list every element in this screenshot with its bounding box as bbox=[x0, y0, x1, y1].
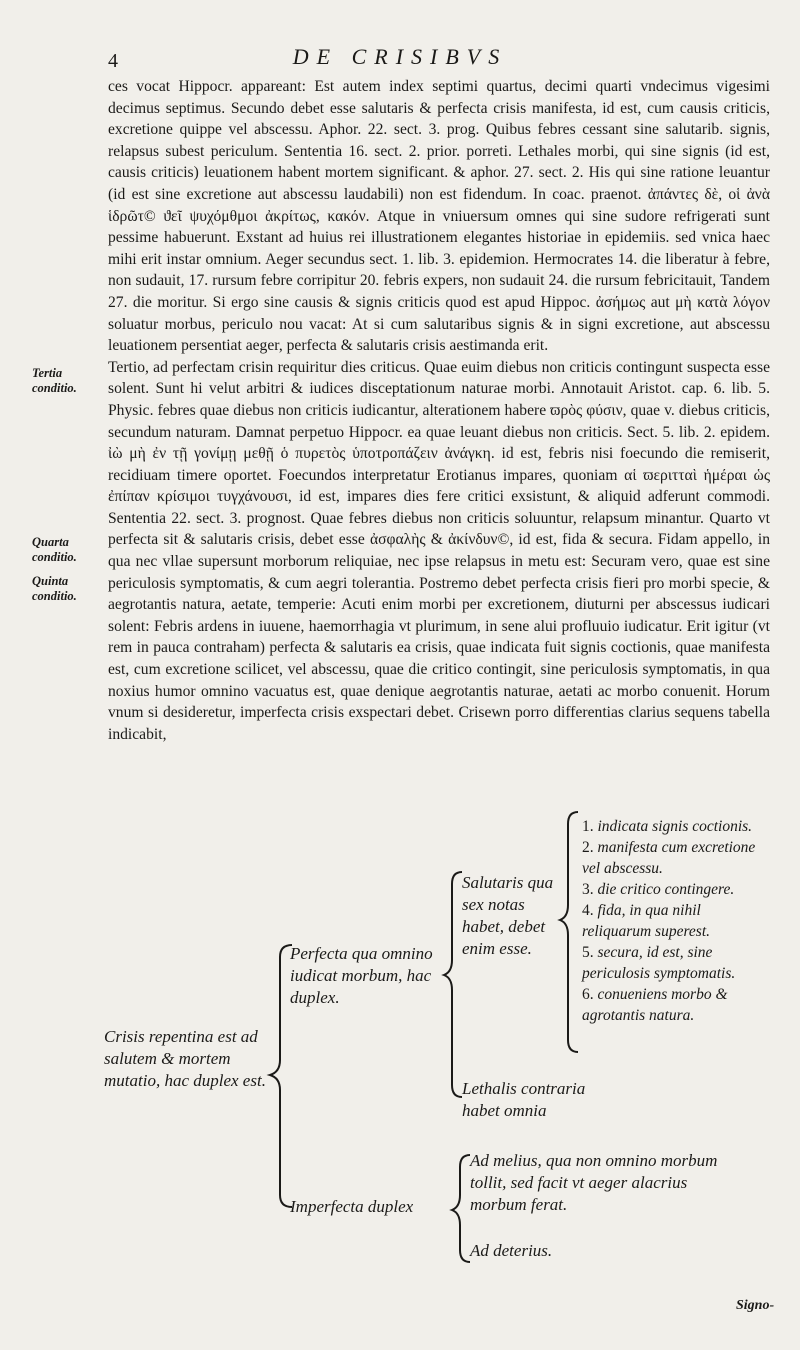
item-number: 1. bbox=[582, 818, 594, 835]
paragraph: Tertio, ad perfectam crisin requiritur dies criticus. Quae euim diebus non criticis contingunt suspecta esse solent. Sunt hi velut arbitri & iudices disceptationum naturae morbi. Annotauit Aristot. cap. 6. lib. 5. Physic. febres quae diebus non criticis iudicantur, alterationem habere ϖρὸς φύσιν, quae v. diebus criticis, secundum naturam. Damnat perpetuo Hippocr. ea quae leuant diebus non criticis. Sect. 5. lib. 2. epidem. ἰὼ μὴ ἐν τῇ γονίμῃ μεθῇ ὁ πυρετὸς ὑποτροπάζειν ἀνάγκη. id est, febris nisi foecundo die remiserit, recidiuam timere oportet. Foecundos interpretatur Erotianus impares, quoniam αἱ ϖεριτταὶ ἡμέραι ὡς ἐπίπαν κρίσιμοι τυγχάνουσι, id est, impares dies fere critici exsistunt, & aliquid adferunt commodi. Sententia 22. sect. 3. prognost. Quae febres diebus non criticis soluuntur, relapsum minantur. Quarto vt perfecta sit & salutaris crisis, debet esse ἀσφαλὴς & ἀκίνδυν©, id est, fida & secura. Fidam appello, in qua nec vllae supersunt morborum reliquiae, nec ipse relapsus in metu est: Securam vero, quae est sine periculosis symptomatis, & cum aegri tolerantia. Postremo debet perfecta crisis fieri pro morbi specie, & aegrotantis natura, aetate, temperie: Acuti enim morbi per excretionem, diuturni per abscessus iudicari solent: Febris ardens in iuuene, haemorrhagia vt plurimum, in sene alui profluuio iudicatur. Erit igitur (vt rem in pauca contraham) perfecta & salutaris ea crisis, quae indicata fuit signis coctionis, quae manifesta est, cum excretione scilicet, vel abscessu, quae die critico contingit, sine periculosis symptomatis, in qua noxius humor omnino vacuatus est, quae denique aegrotantis naturae, aetati ac morbo conuenit. Horum vnum si desideretur, imperfecta crisis exspectari debet. Crisewn porro differentias clarius sequens tabella indicabit, bbox=[108, 358, 770, 743]
root-definition: Crisis repentina est ad salutem & mortem mutatio, hac duplex est. bbox=[104, 1027, 266, 1090]
melius-node: Ad melius, qua non omnino morbum tollit, sed facit vt aeger alacrius morbum ferat. bbox=[470, 1151, 718, 1214]
item-text: manifesta cum excretione vel abscessu. bbox=[582, 839, 756, 877]
item-number: 5. bbox=[582, 944, 594, 961]
list-item bbox=[582, 879, 762, 900]
paragraph: ces vocat Hippocr. appareant: Est autem index septimi quartus, decimi quarti vndecimus vigesimi decimus septimus. Secundo debet esse salutaris & perfecta crisis manifesta, id est, cum causis criticis, excretione quippe vel abscessu. Aphor. 22. sect. 3. prog. Quibus febres cessant sine salutarib. signis, relapsus subest periculum. Sententia 16. sect. 2. prior. porreti. Lethales morbi, qui sine signis (id est, causis criticis) leuationem habent mortem significant. & aphor. 27. sect. 2. His qui sine ratione leuantur (id est sine excretione aut abscessu laudabili) non est fidendum. In coac. praenot. ἀπάντες δὲ, οἱ ἀνὰ ἱδρῶτ© ϑεῖ ψυχόμθμοι ἀκρίτως, κακόν. Atque in vniuersum omnes qui sine sudore refrigerati sunt pessime habuerunt. Exstant ad huius rei illustrationem elegantes historiae in epidemiis. sed vnica haec mihi erit instar omnium. Aeger secundus sect. 1. lib. 3. epidemion. Hermocrates 14. die liberatur à febre, non sudauit, 17. rursum febre corripitur 20. febris expers, non sudauit 24. die rursum febricitauit, Tandem 27. die moritur. Si ergo sine causis & signis criticis quod est apud Hippoc. ἀσήμως aut μὴ κατὰ λόγον soluatur morbus, periculo nou vacat: At si cum salutaribus signis & in signi excretione, aut abscessu leuationem persentiat aeger, perfecta & salutaris crisis aestimanda erit. bbox=[108, 78, 770, 355]
item-number: 6. bbox=[582, 986, 594, 1003]
salutaris-notes-list bbox=[582, 816, 762, 1026]
item-number: 2. bbox=[582, 839, 594, 856]
list-item bbox=[582, 942, 762, 984]
salutaris-node: Salutaris qua sex notas habet, debet enim esse. bbox=[462, 873, 554, 958]
item-text: conueniens morbo & agrotantis natura. bbox=[582, 986, 728, 1024]
catchword: Signo- bbox=[736, 1298, 775, 1313]
deterius-node: Ad deterius. bbox=[470, 1241, 553, 1260]
imperfecta-brace bbox=[452, 1155, 470, 1262]
imperfecta-node: Imperfecta duplex bbox=[290, 1197, 414, 1216]
list-item bbox=[582, 984, 762, 1026]
margin-note-tertia: Tertia conditio. bbox=[32, 366, 77, 395]
margin-note-quinta: Quinta conditio. bbox=[32, 574, 77, 603]
page-number: 4 bbox=[108, 50, 118, 72]
item-text: indicata signis coctionis. bbox=[597, 818, 753, 835]
item-number: 4. bbox=[582, 902, 594, 919]
item-text: fida, in qua nihil reliquarum superest. bbox=[582, 902, 711, 940]
list-item bbox=[582, 816, 762, 837]
list-item bbox=[582, 900, 762, 942]
running-head: DE CRISIBVS bbox=[292, 44, 508, 69]
list-item bbox=[582, 837, 762, 879]
lethalis-node: Lethalis contraria habet omnia bbox=[462, 1079, 586, 1120]
item-text: secura, id est, sine periculosis symptomatis. bbox=[582, 944, 736, 982]
item-number: 3. bbox=[582, 881, 594, 898]
margin-note-quarta: Quarta conditio. bbox=[32, 535, 77, 564]
perfecta-node: Perfecta qua omnino iudicat morbum, hac duplex. bbox=[290, 944, 433, 1007]
item-text: die critico contingere. bbox=[597, 881, 735, 898]
